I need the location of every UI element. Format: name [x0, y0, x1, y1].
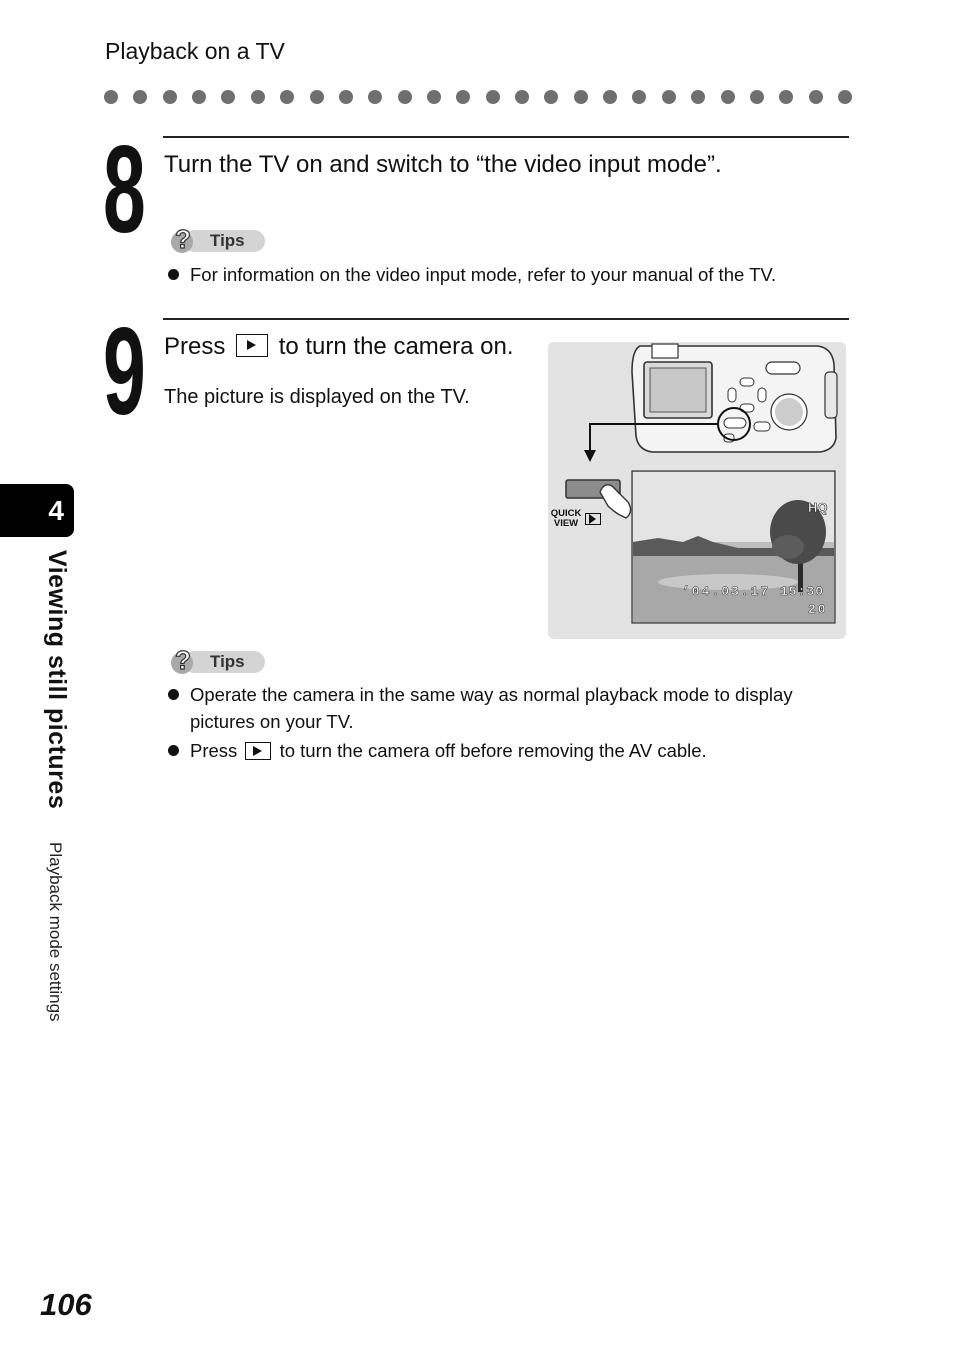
tips-label: Tips — [210, 652, 245, 671]
step-9-title-after: to turn the camera on. — [278, 333, 514, 360]
step-number-8: 8 — [103, 121, 146, 259]
quick-view-label: QUICK VIEW — [550, 508, 582, 529]
screen-date: ’04.03.17 — [682, 584, 771, 599]
tips-label: Tips — [210, 231, 245, 250]
divider-dot — [310, 90, 324, 104]
divider-dot — [750, 90, 764, 104]
bullet-icon — [168, 269, 179, 280]
divider-dot — [779, 90, 793, 104]
divider-dot — [133, 90, 147, 104]
question-mark-icon — [169, 224, 195, 254]
page-number: 106 — [40, 1287, 92, 1322]
camera-tv-illustration — [548, 342, 846, 639]
divider-dot — [280, 90, 294, 104]
divider-dot — [398, 90, 412, 104]
tip-step9-item-1: Operate the camera in the same way as normal playback mode to display pictures on your TV. — [190, 684, 793, 732]
divider-dot — [691, 90, 705, 104]
divider-dot — [544, 90, 558, 104]
divider-dot — [515, 90, 529, 104]
divider-dot — [368, 90, 382, 104]
bullet-icon — [168, 689, 179, 700]
screen-quality: HQ — [808, 500, 828, 515]
question-mark-icon — [169, 645, 195, 675]
divider-dot — [809, 90, 823, 104]
play-button-icon — [585, 513, 601, 525]
tip-step9-item-2: Press to turn the camera off before removing the AV cable. — [190, 740, 707, 761]
screen-time: 15:30 — [780, 584, 825, 599]
svg-text:?: ? — [175, 645, 191, 675]
divider-dot — [339, 90, 353, 104]
divider-dot — [721, 90, 735, 104]
step-8-title: Turn the TV on and switch to “the video input mode”. — [164, 151, 722, 178]
step-9-title — [164, 333, 514, 361]
tip-step8-item: For information on the video input mode, refer to your manual of the TV. — [190, 264, 777, 285]
section-heading: Playback on a TV — [105, 38, 285, 64]
divider-dot — [163, 90, 177, 104]
dot-divider — [104, 90, 852, 106]
step-9-description: The picture is displayed on the TV. — [164, 386, 470, 408]
tips-badge — [169, 645, 265, 675]
divider-dot — [662, 90, 676, 104]
chapter-tab: 4 — [0, 484, 74, 537]
divider-dot — [456, 90, 470, 104]
divider-dot — [427, 90, 441, 104]
divider-dot — [221, 90, 235, 104]
divider-dot — [603, 90, 617, 104]
bullet-icon — [168, 745, 179, 756]
divider-dot — [632, 90, 646, 104]
divider-dot — [486, 90, 500, 104]
divider-dot — [838, 90, 852, 104]
divider-dot — [574, 90, 588, 104]
step-9-title-before: Press — [164, 333, 226, 360]
divider-dot — [104, 90, 118, 104]
screen-count: 20 — [808, 602, 828, 617]
step-number-9: 9 — [103, 303, 146, 441]
tips-badge — [169, 224, 265, 254]
chapter-title: Viewing still pictures — [43, 550, 71, 810]
step-9-rule — [163, 318, 849, 320]
divider-dot — [251, 90, 265, 104]
chapter-subtitle: Playback mode settings — [46, 842, 65, 1022]
play-button-icon — [236, 334, 268, 357]
svg-text:?: ? — [175, 224, 191, 254]
step-8-rule — [163, 136, 849, 138]
play-button-icon — [245, 742, 271, 760]
divider-dot — [192, 90, 206, 104]
